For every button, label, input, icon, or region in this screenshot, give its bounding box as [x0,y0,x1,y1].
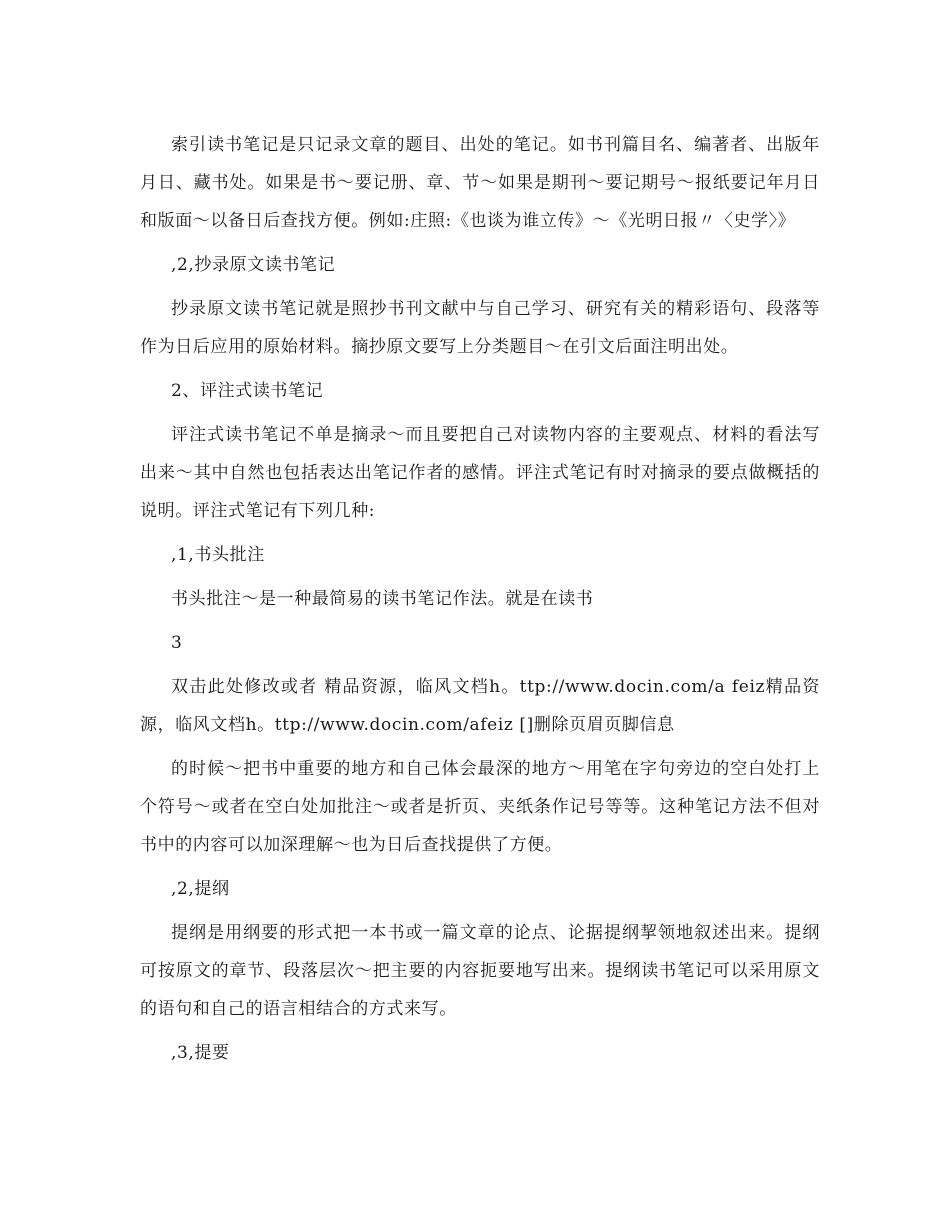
document-body [140,126,820,1072]
heading-summary: ,3,提要 [171,1043,230,1063]
paragraph-outline: 提纲是用纲要的形式把一本书或一篇文章的论点、论据提纲挈领地叙述出来。提纲可按原文的章节、段落层次～把主要的内容扼要地写出来。提纲读书笔记可以采用原文的语句和自己的语言相结合的方式来写。 [140,923,820,1019]
paragraph-annotation-notes: 评注式读书笔记不单是摘录～而且要把自己对读物内容的主要观点、材料的看法写出来～其中自然也包括表达出笔记作者的感情。评注式笔记有时对摘录的要点做概括的说明。评注式笔记有下列几种: [140,425,820,521]
header-footer-note: 双击此处修改或者 精品资源，临风文档h。ttp://www.docin.com/a feiz精品资源，临风文档h。ttp://www.docin.com/afeiz []删除页眉页脚信息 [140,677,820,735]
paragraph-margin-notes-cont: 的时候～把书中重要的地方和自己体会最深的地方～用笔在字句旁边的空白处打上个符号～或者在空白处加批注～或者是折页、夹纸条作记号等等。这种笔记方法不但对书中的内容可以加深理解～也为日后查找提供了方便。 [140,759,820,855]
paragraph-index-notes: 索引读书笔记是只记录文章的题目、出处的笔记。如书刊篇目名、编著者、出版年月日、藏书处。如果是书～要记册、章、节～如果是期刊～要记期号～报纸要记年月日和版面～以备日后查找方便。例如:庄照:《也谈为谁立传》～《光明日报〃〈史学〉》 [140,135,820,231]
page-number: 3 [171,633,183,653]
heading-annotation-notes: 2、评注式读书笔记 [171,381,324,401]
paragraph-copy-notes: 抄录原文读书笔记就是照抄书刊文献中与自己学习、研究有关的精彩语句、段落等作为日后应用的原始材料。摘抄原文要写上分类题目～在引文后面注明出处。 [140,299,820,357]
heading-margin-notes: ,1,书头批注 [171,545,265,565]
paragraph-margin-notes-start: 书头批注～是一种最简易的读书笔记作法。就是在读书 [171,589,594,609]
heading-outline: ,2,提纲 [171,879,230,899]
heading-copy-notes: ,2,抄录原文读书笔记 [171,255,336,275]
